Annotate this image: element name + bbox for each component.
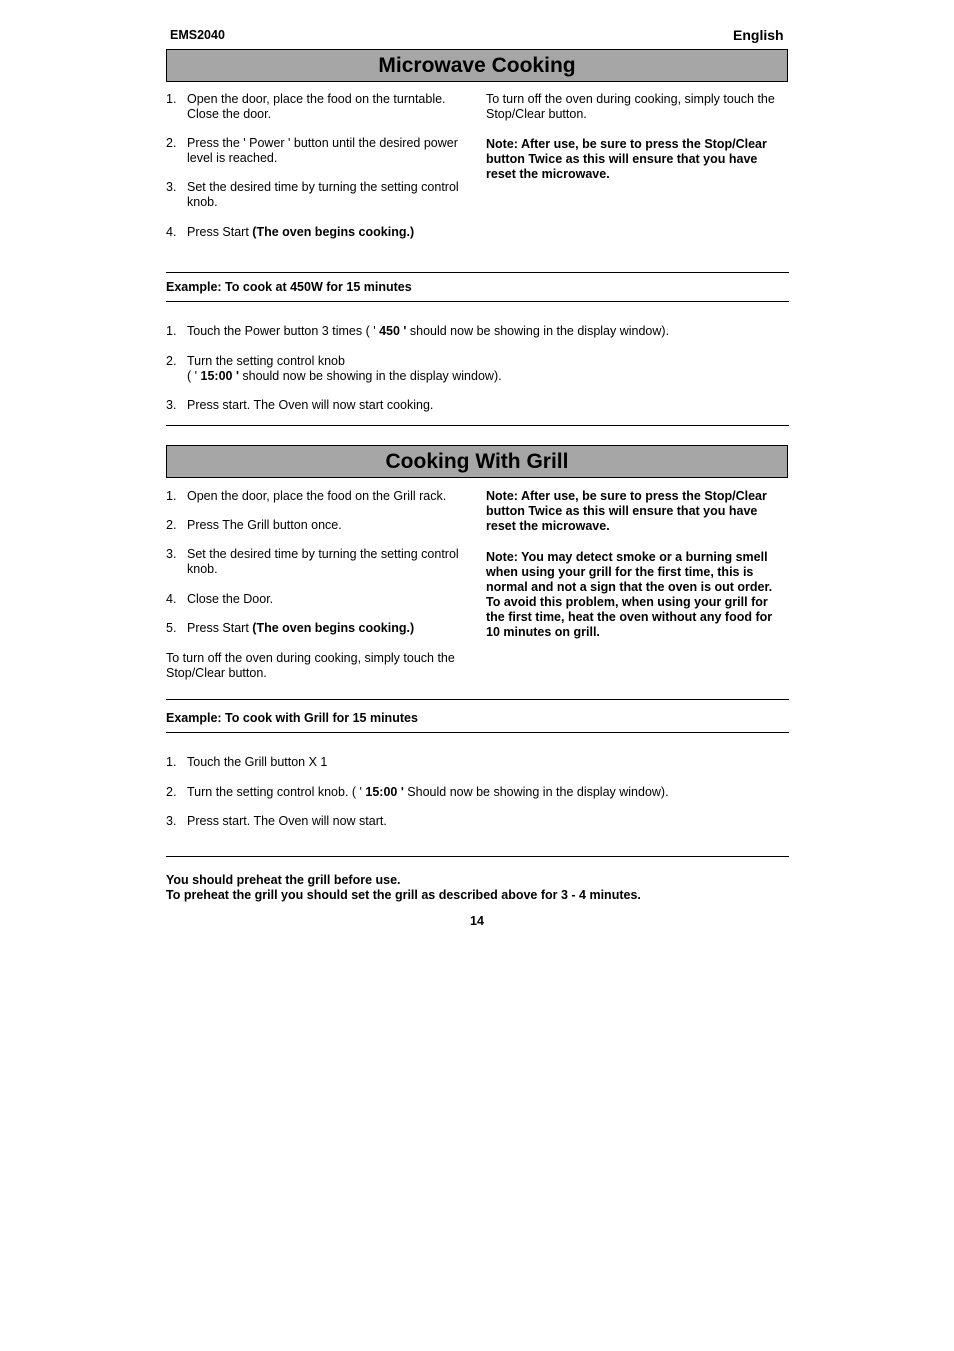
smoke-note: Note: You may detect smoke or a burning smell when using your grill for the first time, this is normal and not a sign that the oven is out order. To avoid this problem, when using your grill for the first time, heat the oven without any food for 10 minutes on grill.: [486, 550, 773, 639]
step-number: 1.: [166, 755, 177, 769]
step-number: 3.: [166, 547, 177, 561]
divider: [166, 856, 789, 857]
step-number: 2.: [166, 136, 177, 150]
language-label: English: [733, 27, 784, 43]
step-text: knob.: [187, 195, 218, 209]
divider: [166, 301, 789, 302]
step-number: 4.: [166, 592, 177, 606]
step-number: 2.: [166, 354, 177, 368]
divider: [166, 425, 789, 426]
divider: [166, 699, 789, 700]
stop-clear-note: Note: After use, be sure to press the Stop/Clear button Twice as this will ensure that you have reset the microwave.: [486, 489, 767, 533]
step-number: 3.: [166, 398, 177, 412]
step-text: level is reached.: [187, 151, 278, 165]
step-number: 1.: [166, 92, 177, 106]
step-number: 5.: [166, 621, 177, 635]
microwave-section-title: Microwave Cooking: [166, 49, 788, 82]
step-emphasis: (The oven begins cooking.): [252, 225, 415, 239]
turn-off-instructions: To turn off the oven during cooking, simply touch the Stop/Clear button.: [486, 92, 775, 121]
step-number: 4.: [166, 225, 177, 239]
divider: [166, 272, 789, 273]
microwave-example-title: Example: To cook at 450W for 15 minutes: [166, 280, 412, 294]
page-number: 14: [470, 914, 484, 928]
turn-off-instructions: To turn off the oven during cooking, simply touch the Stop/Clear button.: [166, 651, 455, 680]
grill-example-title: Example: To cook with Grill for 15 minutes: [166, 711, 418, 725]
step-text: Set the desired time by turning the setting control: [187, 180, 459, 194]
step-number: 3.: [166, 814, 177, 828]
step-number: 1.: [166, 489, 177, 503]
divider: [166, 732, 789, 733]
step-number: 3.: [166, 180, 177, 194]
step-number: 2.: [166, 785, 177, 799]
preheat-note: You should preheat the grill before use. To preheat the grill you should set the grill as described above for 3 - 4 minutes.: [166, 873, 641, 902]
model-number: EMS2040: [170, 28, 225, 42]
step-text: Close the door.: [187, 107, 272, 121]
step-number: 2.: [166, 518, 177, 532]
step-text: Press Start: [187, 225, 253, 239]
step-text: Open the door, place the food on the turntable.: [187, 92, 446, 106]
step-text: Press the ' Power ' button until the desired power: [187, 136, 458, 150]
grill-section-title: Cooking With Grill: [166, 445, 788, 478]
stop-clear-note: Note: After use, be sure to press the Stop/Clear button Twice as this will ensure that you have reset the microwave.: [486, 137, 767, 181]
step-number: 1.: [166, 324, 177, 338]
